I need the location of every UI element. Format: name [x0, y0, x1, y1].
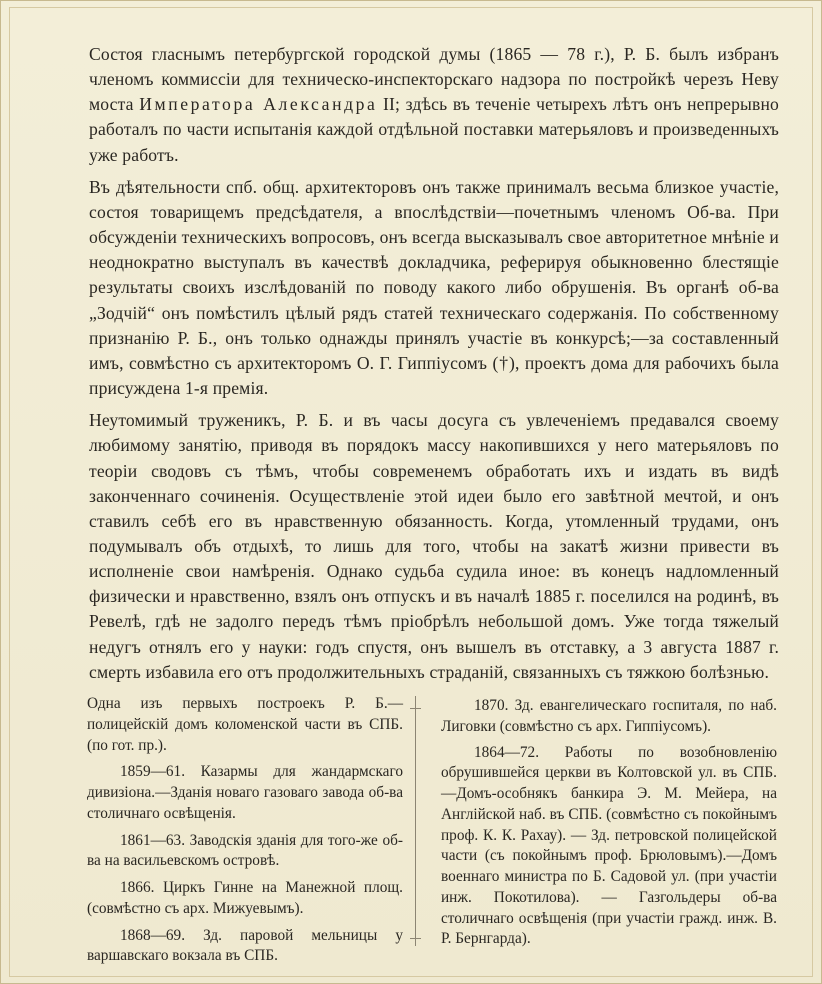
works-list-item: 1870. Зд. евангелическаго госпиталя, по наб. Лиговки (совмѣстно съ арх. Гиппіусомъ). — [441, 697, 777, 735]
column-divider — [415, 696, 416, 946]
works-list-item: 1859—61. Казармы для жандармскаго дивизіона.—Зданія новаго газоваго завода об-ва столичнаго освѣщенія. — [87, 763, 403, 822]
column-divider-tick — [410, 938, 421, 939]
works-list-item: 1868—69. Зд. паровой мельницы у варшавскаго вокзала въ СПБ. — [87, 926, 403, 965]
works-list-right-column — [441, 696, 777, 955]
paragraph-3: Неутомимый труженикъ, Р. Б. и въ часы досуга съ увлеченіемъ предавался своему любимому занятію, приводя въ порядокъ массу накопившихся у него матерьяловъ по теоріи сводовъ съ тѣмъ, чтобы современемъ обработать ихъ и издать въ видѣ законченнаго сочиненія. Осуществленіе этой идеи было его завѣтной мечтой, и онъ ставилъ себѣ его въ нравственную обязанность. Когда, утомленный трудами, онъ подумывалъ объ отдыхѣ, то лишь для того, чтобы на закатѣ жизни привести въ исполненіе свои намѣренія. Однако судьба судила иное: въ конецъ надломленный физически и нравственно, взялъ онъ отпускъ и въ началѣ 1885 г. поселился на родинѣ, въ Ревелѣ, гдѣ не задолго передъ тѣмъ пріобрѣлъ небольшой домъ. Уже тогда тяжелый недугъ отнялъ его у науки: годъ спустя, онъ вышелъ въ отставку, а 3 августа 1887 г. смерть избавила его отъ продолжительныхъ страданій, связанныхъ съ тяжкою болѣзнью. — [89, 410, 779, 682]
column-divider-tick — [410, 708, 421, 709]
works-list-item: 1861—63. Заводскія зданія для того-же об-ва на васильевскомъ островѣ. — [87, 831, 403, 870]
works-list-left-column — [87, 694, 403, 973]
works-list-item: 1864—72. Работы по возобновленію обрушившейся церкви въ Колтовской ул. въ СПБ.—Домъ-особнякъ банкира Э. М. Мейера, на Англійской наб. въ СПБ. (совмѣстно съ покойнымъ проф. К. К. Рахау). — Зд. петровской полицейской части (съ покойнымъ проф. Брюловымъ).—Домъ военнаго министра по Б. Садовой ул. (при участіи инж. Покотилова). — Газгольдеры об-ва столичнаго освѣщенія (при участіи гражд. инж. В. Р. Бернгарда). — [441, 743, 777, 948]
paragraph-1-start: Состоя гласнымъ петербургской городской думы (1865 — 78 г.), Р. Б. былъ избранъ членомъ коммиссіи для техническо-инспекторскаго надзора по постройкѣ черезъ Неву моста — [89, 44, 779, 115]
paragraph-1-end: II; здѣсь въ теченіе четырехъ лѣтъ онъ непрерывно работалъ по части испытанія каждой отдѣльной поставки матерьяловъ и произведенныхъ уже работъ. — [89, 94, 780, 165]
emperor-name-spaced: Императора Александра — [139, 94, 378, 115]
main-text — [89, 42, 779, 692]
works-list-item: 1866. Циркъ Гинне на Манежной площ. (совмѣстно съ арх. Мижуевымъ). — [87, 879, 403, 917]
paragraph-1 — [89, 42, 779, 168]
works-list-item: Одна изъ первыхъ построекъ Р. Б.—полицейскій домъ коломенской части въ СПБ. (по гот. пр.). — [87, 695, 403, 754]
paragraph-2: Въ дѣятельности спб. общ. архитекторовъ онъ также принималъ весьма близкое участіе, состоя товарищемъ предсѣдателя, а впослѣдствіи—почетнымъ членомъ Об-ва. При обсужденіи техническихъ вопросовъ, онъ всегда высказывалъ свое авторитетное мнѣніе и неоднократно выступалъ въ качествѣ докладчика, реферируя обыкновенно блестящіе результаты своихъ изслѣдованій по поводу какого либо обрушенія. Въ органѣ об-ва „Зодчій“ онъ помѣстилъ цѣлый рядъ статей техническаго содержанія. По собственному признанію Р. Б., онъ только однажды принялъ участіе въ конкурсѣ;—за составленный имъ, совмѣстно съ архитекторомъ О. Г. Гиппіусомъ (†), проектъ дома для рабочихъ былa присуждена 1-я премія. — [89, 176, 779, 399]
